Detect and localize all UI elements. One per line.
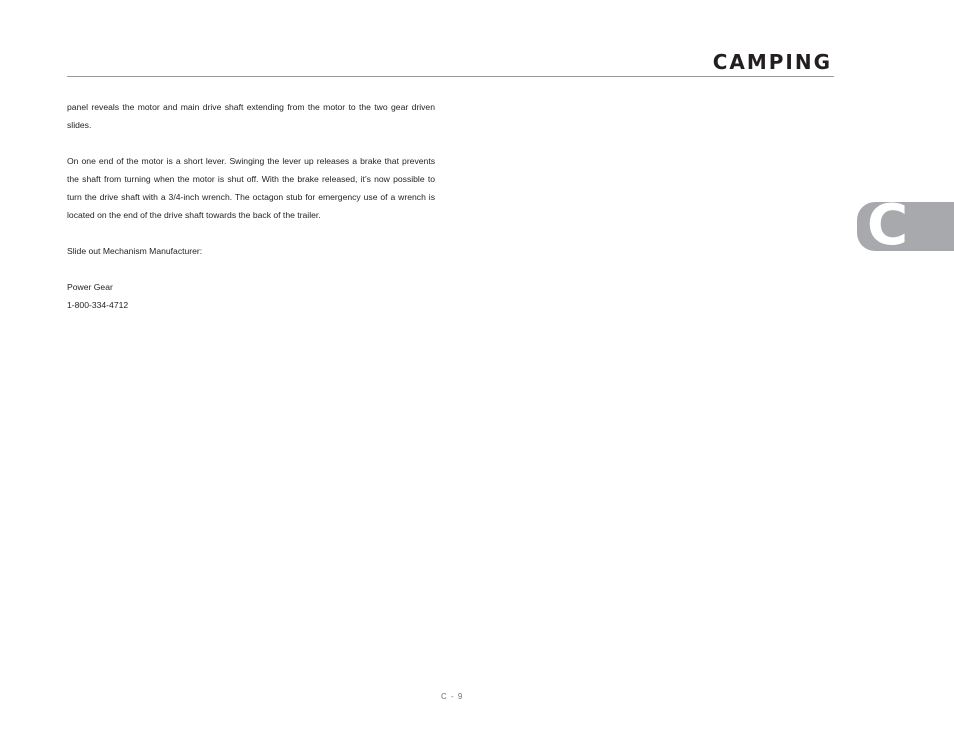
manufacturer-phone: 1-800-334-4712 [67, 300, 129, 310]
chapter-tab [857, 202, 954, 251]
page-number: C - 9 [441, 692, 464, 701]
header-rule [67, 76, 834, 77]
section-title: CAMPING [712, 50, 832, 74]
paragraph-manufacturer-heading: Slide out Mechanism Manufacturer: [67, 246, 203, 256]
paragraph-motor-panel: panel reveals the motor and main drive shaft extending from the motor to the two gear driven slides. [67, 102, 435, 130]
manufacturer-contact [67, 278, 435, 314]
manufacturer-name: Power Gear [67, 282, 113, 292]
chapter-letter: C [867, 202, 909, 251]
paragraph-brake-lever: On one end of the motor is a short lever. Swinging the lever up releases a brake that prevents the shaft from turning when the motor is shut off. With the brake released, it’s now possible to turn the drive shaft with a 3/4-inch wrench. The octagon stub for emergency use of a wrench is located on the end of the drive shaft towards the back of the trailer. [67, 156, 435, 220]
body-text [67, 98, 435, 314]
